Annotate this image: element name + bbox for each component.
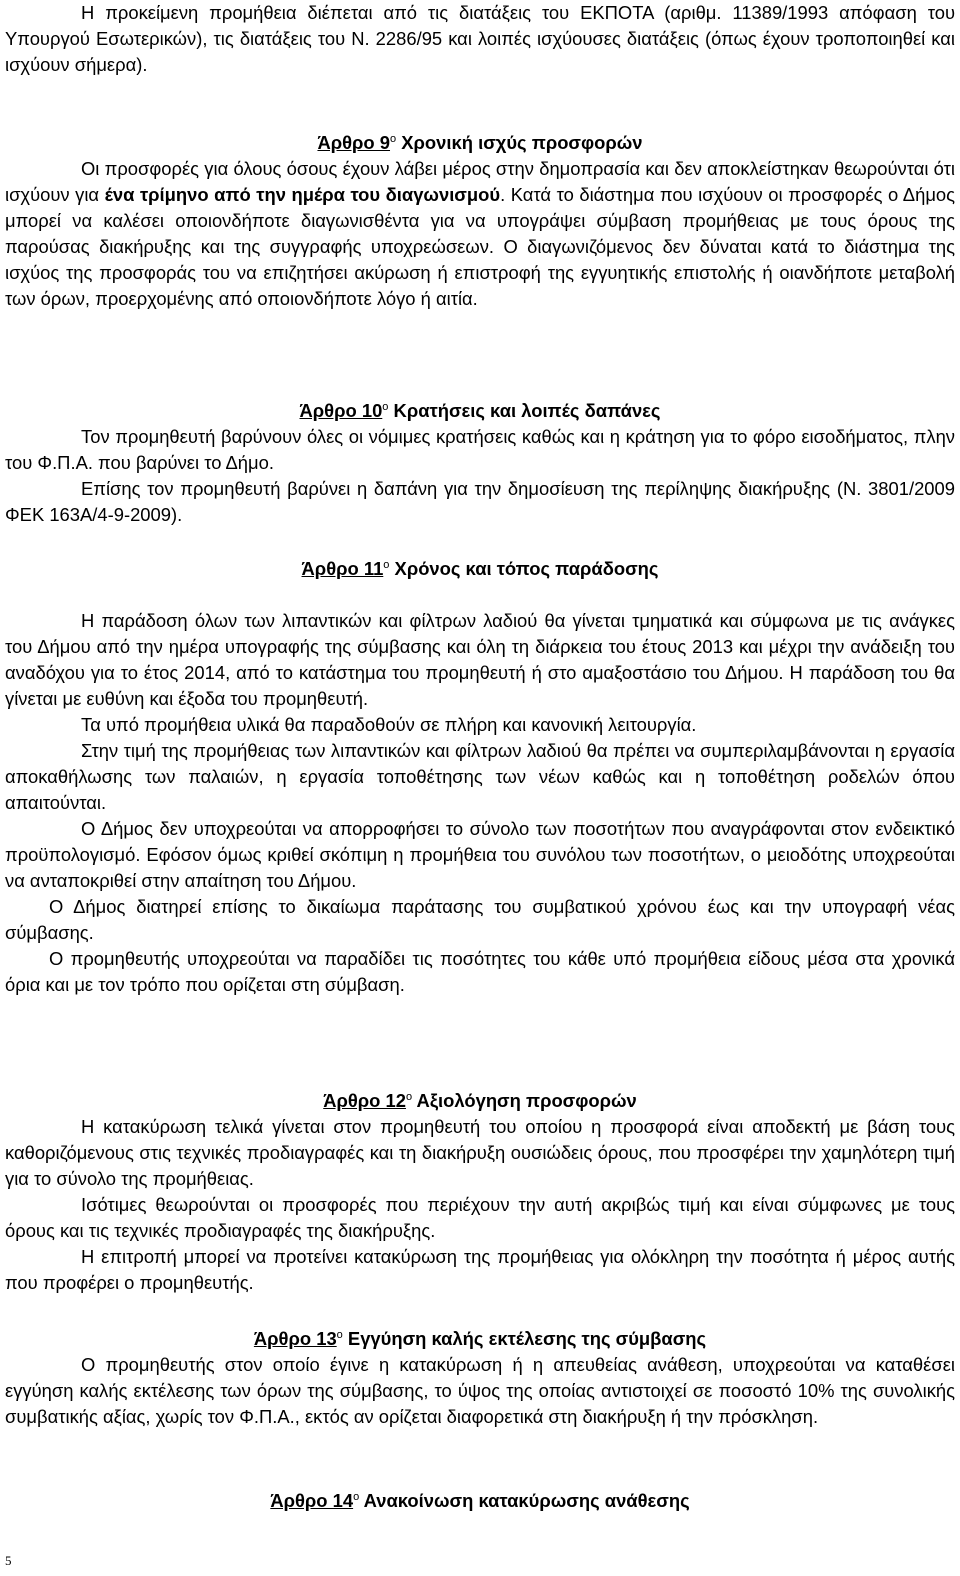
article-10-title: Κρατήσεις και λοιπές δαπάνες <box>393 400 661 421</box>
article-13-number: Άρθρο 13 <box>253 1328 337 1349</box>
article-12-number: Άρθρο 12 <box>323 1090 406 1111</box>
article-11-heading <box>5 556 955 582</box>
article-11-superscript: ο <box>383 558 390 571</box>
article-10-superscript: ο <box>382 400 389 413</box>
page-number: 5 <box>5 1553 12 1568</box>
article-11-paragraph-2: Τα υπό προμήθεια υλικά θα παραδοθούν σε πλήρη και κανονική λειτουργία. <box>81 714 697 735</box>
article-12-paragraph-3: Η επιτροπή μπορεί να προτείνει κατακύρωση της προμήθειας για ολόκληρη την ποσότητα ή μέρος αυτής που προφέρει ο προμηθευτής. <box>5 1246 955 1293</box>
article-14-heading <box>5 1488 955 1514</box>
article-11-paragraph-5: Ο Δήμος διατηρεί επίσης το δικαίωμα παράτασης του συμβατικού χρόνου έως και την υπογραφή νέας σύμβασης. <box>5 896 955 943</box>
article-14-number: Άρθρο 14 <box>270 1490 354 1511</box>
article-12-paragraph-2: Ισότιμες θεωρούνται οι προσφορές που περιέχουν την αυτή ακριβώς τιμή και είναι σύμφωνες με τους όρους και τις τεχνικές προδιαγραφές της διακήρυξης. <box>5 1194 955 1241</box>
article-9-text-c: . Κατά το διάστημα που ισχύουν οι προσφορές ο Δήμος μπορεί να καλέσει οποιονδήποτε διαγωνισθέντα για να υπογράψει σύμβαση προμήθειας με τους όρους της παρούσας διακήρυξης και της συγγραφής υποχρεώσεων. Ο διαγωνιζόμενος δεν δύναται κατά το διάστημα της ισχύος της προσφοράς του να επιζητήσει ακύρωση ή επιστροφή της εγγυητικής επιστολής ή οιανδήποτε μεταβολή των όρων, προερχομένης από οποιονδήποτε λόγο ή αιτία. <box>5 184 956 309</box>
article-13-title: Εγγύηση καλής εκτέλεσης της σύμβασης <box>347 1328 707 1349</box>
article-13-paragraph: Ο προμηθευτής στον οποίο έγινε η κατακύρωση ή η απευθείας ανάθεση, υποχρεούται να καταθέσει εγγύηση καλής εκτέλεσης των όρων της σύμβασης, το ύψος της οποίας αντιστοιχεί σε ποσοστό 10% της συνολικής συμβατικής αξίας, χωρίς τον Φ.Π.Α., εκτός αν ορίζεται διαφορετικά στη διακήρυξη ή την πρόσκληση. <box>5 1354 955 1427</box>
article-9-heading <box>5 130 955 156</box>
article-10-number: Άρθρο 10 <box>299 400 383 421</box>
article-12-paragraph-1: Η κατακύρωση τελικά γίνεται στον προμηθευτή του οποίου η προσφορά είναι αποδεκτή με βάση τους καθοριζόμενους στις τεχνικές προδιαγραφές και τη διακήρυξη ουσιώδεις όρους, που προσφέρει την χαμηλότερη τιμή για το σύνολο της προμήθειας. <box>5 1116 955 1189</box>
article-9-bold-text: ένα τρίμηνο από την ημέρα του διαγωνισμού <box>104 184 501 205</box>
article-9-text-a: Οι προσφορές για όλους όσους έχουν λάβει μέρος στην δημοπρασία και δεν αποκλείστηκαν θεωρούνται ότι ισχύουν για <box>5 158 955 205</box>
intro-paragraph: Η προκείμενη προμήθεια διέπεται από τις διατάξεις του ΕΚΠΟΤΑ (αριθμ. 11389/1993 απόφαση του Υπουργού Εσωτερικών), τις διατάξεις του Ν. 2286/95 και λοιπές ισχύουσες διατάξεις (όπως έχουν τροποποιηθεί και ισχύουν σήμερα). <box>5 2 955 75</box>
article-12-title: Αξιολόγηση προσφορών <box>416 1090 637 1111</box>
article-10-heading <box>5 398 955 424</box>
article-13-heading <box>5 1326 955 1352</box>
article-14-title: Ανακοίνωση κατακύρωσης ανάθεσης <box>363 1490 690 1511</box>
article-11-title: Χρόνος και τόπος παράδοσης <box>394 558 659 579</box>
article-11-number: Άρθρο 11 <box>301 558 384 579</box>
article-9-superscript: ο <box>390 132 397 145</box>
article-11-paragraph-6: Ο προμηθευτής υποχρεούται να παραδίδει τις ποσότητες του κάθε υπό προμήθεια είδους μέσα στα χρονικά όρια και με τον τρόπο που ορίζεται στη σύμβαση. <box>5 948 955 995</box>
article-11-paragraph-1: Η παράδοση όλων των λιπαντικών και φίλτρων λαδιού θα γίνεται τμηματικά και σύμφωνα με τις ανάγκες του Δήμου από την ημέρα υπογραφής της σύμβασης και όλη τη διάρκεια του έτους 2013 και μέχρι την ανάδειξη του αναδόχου για το έτος 2014, από το κατάστημα του προμηθευτή ή στο αμαξοστάσιο του Δήμου. Η παράδοση του θα γίνεται με ευθύνη και έξοδα του προμηθευτή. <box>5 610 955 709</box>
article-12-superscript: ο <box>405 1090 413 1103</box>
article-9-title: Χρονική ισχύς προσφορών <box>401 132 643 153</box>
article-11-paragraph-3: Στην τιμή της προμήθειας των λιπαντικών και φίλτρων λαδιού θα πρέπει να συμπεριλαμβάνονται η εργασία αποκαθήλωσης των παλαιών, η εργασία τοποθέτησης των νέων καθώς και η τοποθέτηση ροδελών όπου απαιτούνται. <box>5 740 955 813</box>
article-11-paragraph-4: Ο Δήμος δεν υποχρεούται να απορροφήσει το σύνολο των ποσοτήτων που αναγράφονται στον ενδεικτικό προϋπολογισμό. Εφόσον όμως κριθεί σκόπιμη η προμήθεια του συνόλου των ποσοτήτων, ο μειοδότης υποχρεούται να ανταποκριθεί στην απαίτηση του Δήμου. <box>5 818 955 891</box>
article-14-superscript: ο <box>353 1490 360 1503</box>
article-12-heading <box>5 1088 955 1114</box>
article-9-paragraph <box>5 156 955 312</box>
article-13-superscript: ο <box>336 1328 343 1341</box>
article-10-paragraph-2: Επίσης τον προμηθευτή βαρύνει η δαπάνη για την δημοσίευση της περίληψης διακήρυξης (Ν. 3801/2009 ΦΕΚ 163Α/4-9-2009). <box>5 478 955 525</box>
article-10-paragraph-1: Τον προμηθευτή βαρύνουν όλες οι νόμιμες κρατήσεις καθώς και η κράτηση για το φόρο εισοδήματος, πλην του Φ.Π.Α. που βαρύνει το Δήμο. <box>5 426 955 473</box>
article-9-number: Άρθρο 9 <box>317 132 391 153</box>
